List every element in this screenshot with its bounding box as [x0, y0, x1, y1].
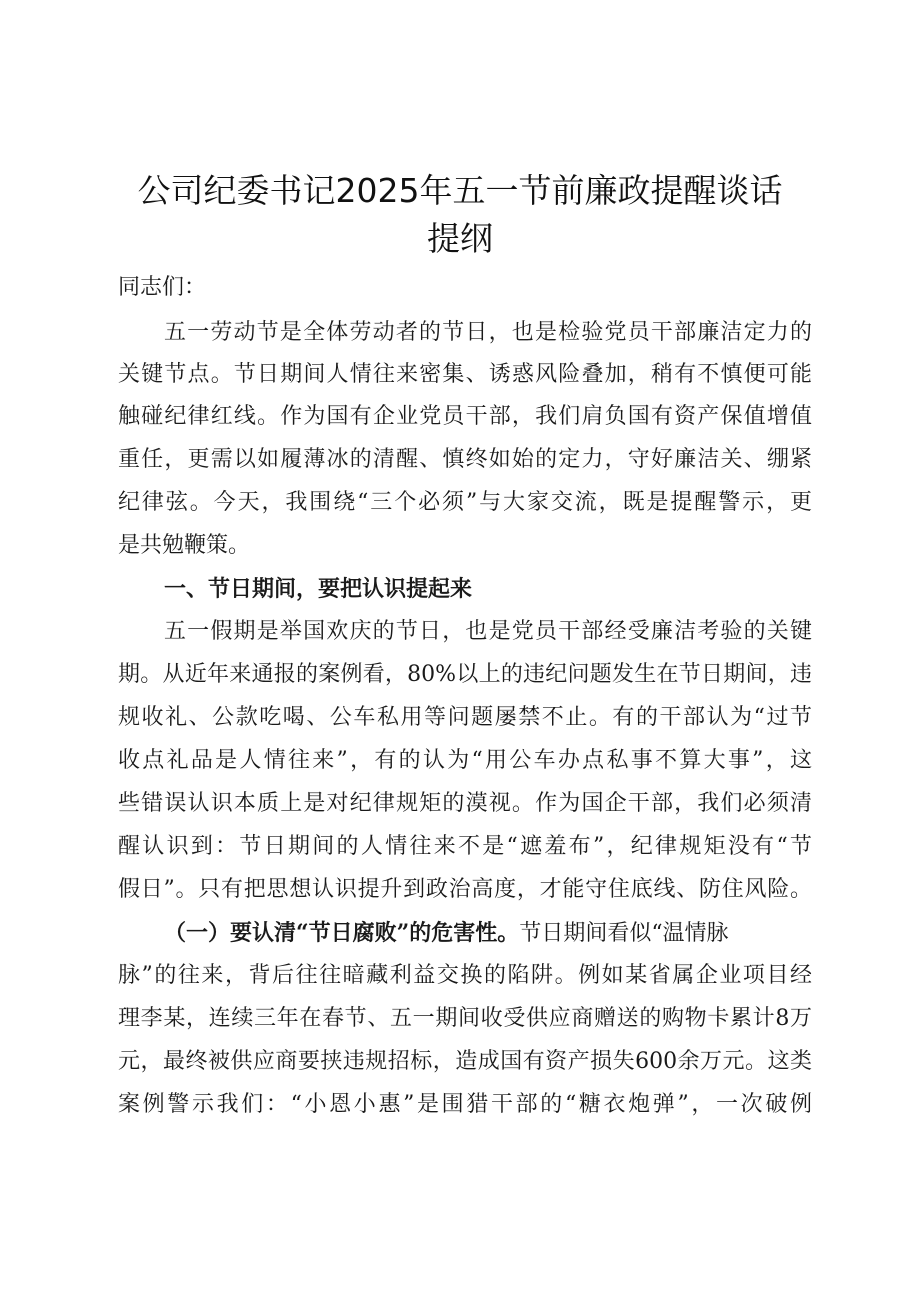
subsection-1-heading: （一）要认清“节日腐败”的危害性。: [164, 920, 520, 946]
section-1-line: 假日”。只有把思想认识提升到政治高度，才能守住底线、防住风险。: [118, 877, 812, 902]
subsection-1-line: 案例警示我们：“小恩小惠”是围猎干部的“糖衣炮弹”，一次破例: [118, 1092, 812, 1117]
subsection-1-line: 理李某，连续三年在春节、五一期间收受供应商赠送的购物卡累计8万: [118, 1006, 812, 1031]
document-title-line-1: 公司纪委书记2025年五一节前廉政提醒谈话: [137, 171, 783, 210]
document-title-line-2: 提纲: [427, 219, 493, 258]
intro-line: 纪律弦。今天，我围绕“三个必须”与大家交流，既是提醒警示，更: [118, 490, 812, 515]
subsection-1-first-line: [164, 913, 812, 953]
section-1-line: 规收礼、公款吃喝、公车私用等问题屡禁不止。有的干部认为“过节: [118, 705, 812, 730]
intro-line: 关键节点。节日期间人情往来密集、诱惑风险叠加，稍有不慎便可能: [118, 362, 812, 387]
section-1-line: 五一假期是举国欢庆的节日，也是党员干部经受廉洁考验的关键: [164, 619, 812, 644]
subsection-1-line: 脉”的往来，背后往往暗藏利益交换的陷阱。例如某省属企业项目经: [118, 963, 812, 988]
intro-line: 触碰纪律红线。作为国有企业党员干部，我们肩负国有资产保值增值: [118, 404, 812, 429]
subsection-1-line: 元，最终被供应商要挟违规招标，造成国有资产损失600余万元。这类: [118, 1049, 812, 1074]
section-1-heading: 一、节日期间，要把认识提起来: [164, 576, 473, 602]
subsection-1-text: 节日期间看似“温情脉: [519, 921, 729, 946]
section-1-line: 收点礼品是人情往来”，有的认为“用公车办点私事不算大事”，这: [118, 748, 812, 773]
intro-line: 是共勉鞭策。: [118, 533, 251, 558]
section-1-line: 醒认识到：节日期间的人情往来不是“遮羞布”，纪律规矩没有“节: [118, 834, 812, 859]
salutation: 同志们：: [118, 275, 207, 300]
intro-line: 五一劳动节是全体劳动者的节日，也是检验党员干部廉洁定力的: [164, 320, 812, 345]
section-1-line: 些错误认识本质上是对纪律规矩的漠视。作为国企干部，我们必须清: [118, 791, 812, 816]
intro-line: 重任，更需以如履薄冰的清醒、慎终如始的定力，守好廉洁关、绷紧: [118, 447, 812, 472]
section-1-line: 期。从近年来通报的案例看，80%以上的违纪问题发生在节日期间，违: [118, 662, 812, 687]
